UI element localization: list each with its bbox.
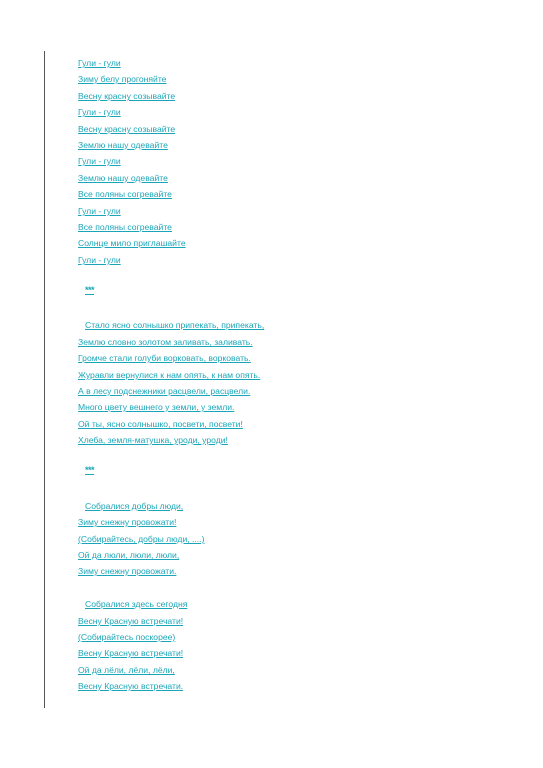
text-line[interactable]: Гули - гули <box>78 255 121 265</box>
margin-rule <box>44 51 45 708</box>
text-line[interactable]: Ой да лёли, лёли, лёли, <box>78 665 175 675</box>
text-line[interactable]: Гули - гули <box>78 156 121 166</box>
text-line[interactable]: Землю нашу одевайте <box>78 173 168 183</box>
text-line[interactable]: Зиму белу прогоняйте <box>78 74 167 84</box>
text-line[interactable]: Ой да люли, люли, люли, <box>78 550 180 560</box>
text-line[interactable]: Весну красну созывайте <box>78 91 176 101</box>
text-line[interactable]: Стало ясно солнышко припекать, припекать, <box>85 320 265 330</box>
text-line[interactable]: Солнце мило приглашайте <box>78 238 186 248</box>
text-line[interactable]: Собралися здесь сегодня <box>85 599 188 609</box>
text-line[interactable]: Землю нашу одевайте <box>78 140 168 150</box>
text-line[interactable]: Все поляны согревайте <box>78 189 172 199</box>
text-line[interactable]: Весну красну созывайте <box>78 124 176 134</box>
text-line[interactable]: Собралися добры люди, <box>85 501 184 511</box>
text-line[interactable]: Весну Красную встречати! <box>78 648 184 658</box>
section-separator[interactable]: *** <box>85 465 95 475</box>
text-line[interactable]: Зиму снежну провожати. <box>78 566 177 576</box>
text-line[interactable]: Ой ты, ясно солнышко, посвети, посвети! <box>78 419 243 429</box>
text-line[interactable]: Журавли вернулися к нам опять, к нам опять. <box>78 370 261 380</box>
text-line[interactable]: (Собирайтесь поскорее) <box>78 632 176 642</box>
text-line[interactable]: Хлеба, земля-матушка, уроди, уроди! <box>78 435 228 445</box>
text-line[interactable]: Гули - гули <box>78 206 121 216</box>
text-line[interactable]: Зиму снежну провожати! <box>78 517 177 527</box>
text-line[interactable]: (Собирайтесь, добры люди, ....) <box>78 534 205 544</box>
text-line[interactable]: Все поляны согревайте <box>78 222 172 232</box>
text-line[interactable]: Землю словно золотом заливать, заливать. <box>78 337 253 347</box>
text-line[interactable]: Гули - гули <box>78 58 121 68</box>
text-line[interactable]: Весну Красную встречати. <box>78 681 184 691</box>
text-line[interactable]: А в лесу подснежники расцвели, расцвели. <box>78 386 251 396</box>
text-line[interactable]: Громче стали голуби ворковать, ворковать. <box>78 353 251 363</box>
section-separator[interactable]: *** <box>85 285 95 295</box>
text-line[interactable]: Весну Красную встречати! <box>78 616 184 626</box>
text-line[interactable]: Гули - гули <box>78 107 121 117</box>
text-line[interactable]: Много цвету вешнего у земли, у земли. <box>78 402 235 412</box>
